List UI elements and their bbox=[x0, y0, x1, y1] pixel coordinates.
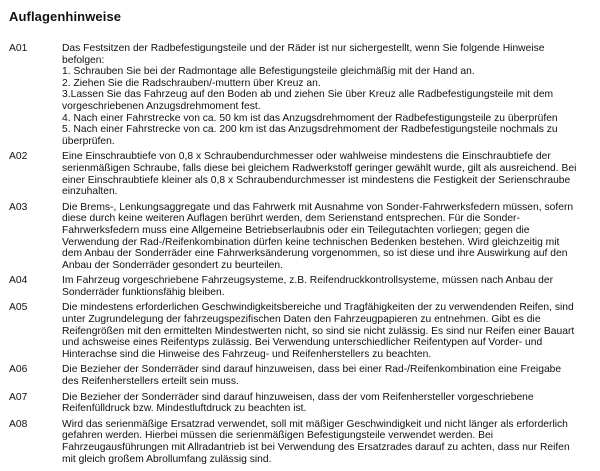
entry-row bbox=[0, 151, 600, 197]
entry-text bbox=[62, 302, 578, 360]
entry-text bbox=[62, 202, 578, 272]
entry-text bbox=[62, 419, 578, 465]
entry-row bbox=[0, 392, 600, 415]
entry-code: A02 bbox=[9, 151, 28, 163]
entry-row bbox=[0, 302, 600, 360]
entry-paragraph: Die mindestens erforderlichen Geschwindigkeitsbereiche und Tragfähigkeiten der zu verwendenden Reifen, sind unter Zugrundelegung der fahrzeugspezifischen Daten den Fahrzeugpapieren zu entnehmen. Gibt es die Reifengrößen mit den ermittelten Mindestwerten nicht, so sind sie nicht zulässig. Es sind nur Reifen einer Bauart und achsweise eines Reifentyps zulässig. Bei Verwendung unterschiedlicher Reifentypen auf Vorder- und Hinterachse sind die Hinweise des Fahrzeug- und Reifenherstellers zu beachten. bbox=[62, 302, 575, 360]
entry-paragraph: Im Fahrzeug vorgeschriebene Fahrzeugsysteme, z.B. Reifendruckkontrollsysteme, müssen nach Anbau der Sonderräder funktionsfähig bleiben. bbox=[62, 275, 554, 298]
entry-paragraph: 5. Nach einer Fahrstrecke von ca. 200 km ist das Anzugsdrehmoment der Radbefestigungsteile nochmals zu überprüfen. bbox=[62, 124, 558, 147]
entry-paragraph: Die Bezieher der Sonderräder sind darauf hinzuweisen, dass der vom Reifenhersteller vorgeschriebene Reifenfülldruck bzw. Mindestluftdruck zu beachten ist. bbox=[62, 391, 534, 415]
entry-paragraph: 2. Ziehen Sie die Radschrauben/-muttern über Kreuz an. bbox=[62, 77, 321, 89]
entry-text bbox=[62, 151, 578, 197]
entry-list bbox=[0, 43, 600, 469]
entry-code: A05 bbox=[9, 302, 28, 314]
entry-paragraph: Eine Einschraubtiefe von 0,8 x Schraubendurchmesser oder wahlweise mindestens die Einschraubtiefe der serienmäßigen Schraube, falls diese bei gleichem Radwerkstoff geringer gewählt wurde, gilt als ausreichend. Bei einer Einschraubtiefe kleiner als 0,8 x Schraubendurchmesser ist mindestens die Festigkeit der Serienschraube einzuhalten. bbox=[62, 151, 577, 198]
entry-text bbox=[62, 364, 578, 387]
entry-code: A06 bbox=[9, 364, 28, 376]
entry-paragraph: Die Bezieher der Sonderräder sind darauf hinzuweisen, dass bei einer Rad-/Reifenkombination eine Freigabe des Reifenherstellers erteilt sein muss. bbox=[62, 364, 562, 388]
entry-code: A07 bbox=[9, 391, 28, 403]
entry-row bbox=[0, 43, 600, 147]
entry-code: A01 bbox=[9, 43, 28, 54]
entry-paragraph: 4. Nach einer Fahrstrecke von ca. 50 km ist das Anzugsdrehmoment der Radbefestigungsteile zu überprüfen bbox=[62, 112, 558, 124]
entry-code: A08 bbox=[9, 418, 28, 430]
entry-text bbox=[62, 43, 578, 147]
entry-paragraph: Das Festsitzen der Radbefestigungsteile und der Räder ist nur sichergestellt, wenn Sie folgende Hinweise befolgen: bbox=[62, 43, 545, 66]
entry-paragraph: 3.Lassen Sie das Fahrzeug auf den Boden ab und ziehen Sie über Kreuz alle Radbefestigungsteile mit dem vorgeschriebenen Anzugsdrehmoment fest. bbox=[62, 89, 554, 112]
page-title: Auflagenhinweise bbox=[9, 9, 122, 24]
entry-row bbox=[0, 202, 600, 272]
entry-text bbox=[62, 275, 578, 298]
entry-row bbox=[0, 364, 600, 387]
entry-code: A04 bbox=[9, 275, 28, 287]
entry-code: A03 bbox=[9, 201, 28, 213]
entry-paragraph: Wird das serienmäßige Ersatzrad verwendet, soll mit mäßiger Geschwindigkeit und nicht länger als erforderlich gefahren werden. Hierbei müssen die serienmäßigen Befestigungsteile verwendet werden. Bei Fahrzeugausführungen mit Allradantrieb ist bei Verwendung des Ersatzrades darauf zu achten, dass nur Reifen mit gleich großem Abrollumfang zulässig sind. bbox=[62, 418, 570, 465]
entry-text bbox=[62, 392, 578, 415]
entry-row bbox=[0, 275, 600, 298]
entry-paragraph: Die Brems-, Lenkungsaggregate und das Fahrwerk mit Ausnahme von Sonder-Fahrwerksfedern müssen, sofern diese durch keine weiteren Auflagen berührt werden, dem Serienstand entsprechen. Für die Sonder-Fahrwerksfedern muss eine Allgemeine Betriebserlaubnis oder ein Teilegutachten vorliegen; gegen die Verwendung der Rad-/Reifenkombination dürfen keine technischen Bedenken bestehen. Wird gleichzeitig mit dem Anbau der Sonderräder eine Fahrwerksänderung vorgenommen, so ist diese und ihre Auswirkung auf den Anbau der Sonderräder gesondert zu beurteilen. bbox=[62, 201, 574, 271]
entry-row bbox=[0, 419, 600, 465]
entry-paragraph: 1. Schrauben Sie bei der Radmontage alle Befestigungsteile gleichmäßig mit der Hand an. bbox=[62, 66, 475, 78]
